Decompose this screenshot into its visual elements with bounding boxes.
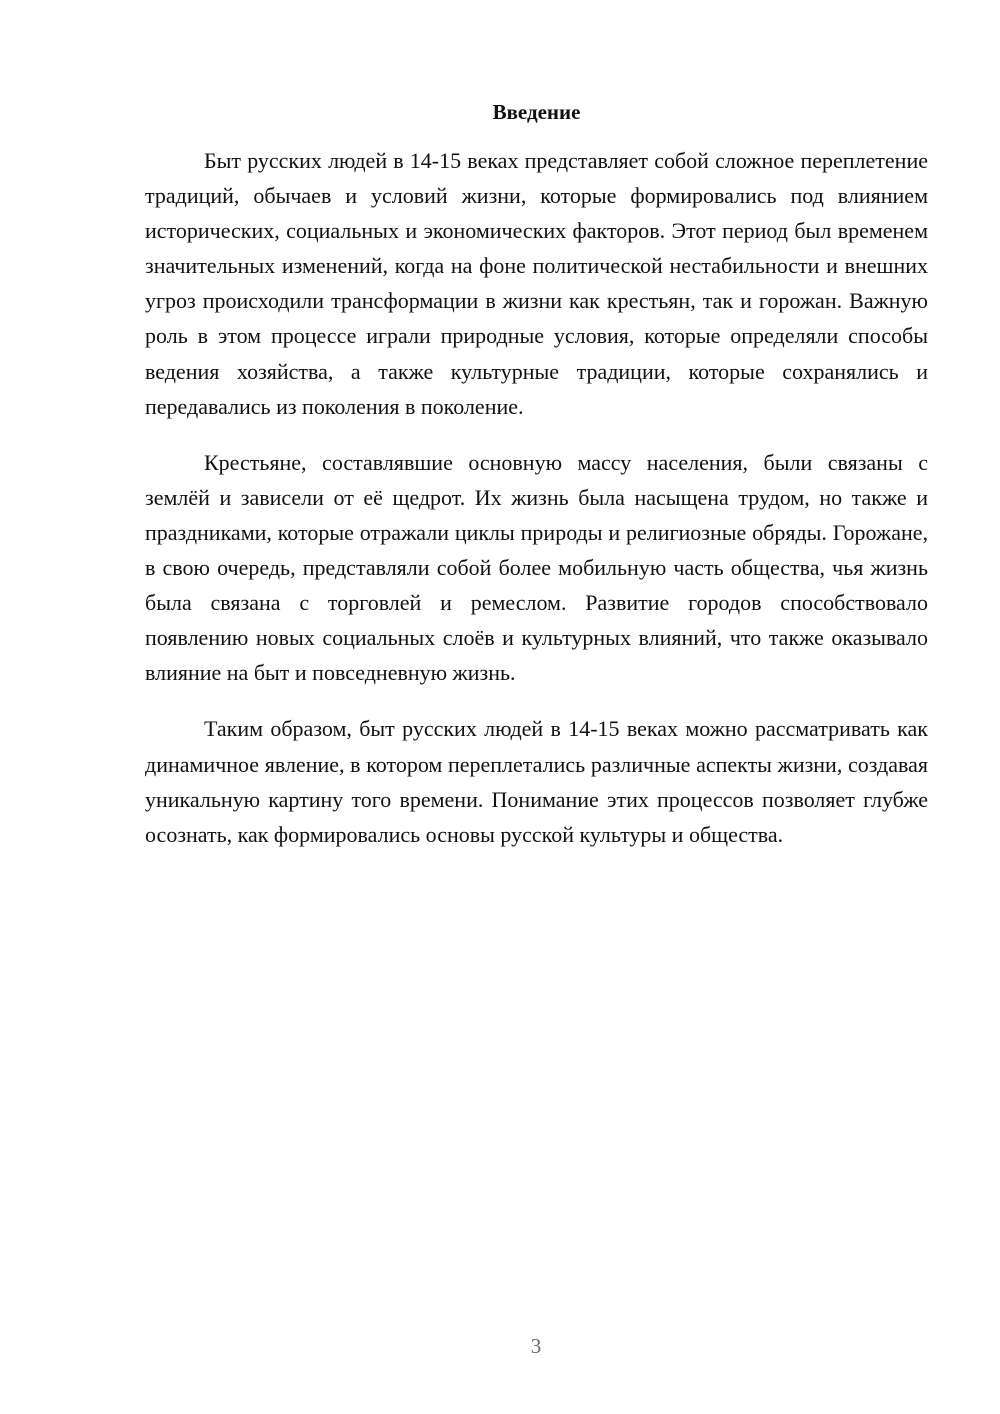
body-text bbox=[145, 143, 928, 873]
paragraph-2: Крестьяне, составлявшие основную массу населения, были связаны с землёй и зависели от её щедрот. Их жизнь была насыщена трудом, но также и праздниками, которые отражали циклы природы и религиозные обряды. Горожане, в свою очередь, представляли собой более мобильную часть общества, чья жизнь была связана с торговлей и ремеслом. Развитие городов способствовало появлению новых социальных слоёв и культурных влияний, что также оказывало влияние на быт и повседневную жизнь. bbox=[145, 449, 928, 686]
paragraph-1: Быт русских людей в 14-15 веках представляет собой сложное переплетение традиций, обычаев и условий жизни, которые формировались под влиянием исторических, социальных и экономических факторов. Этот период был временем значительных изменений, когда на фоне политической нестабильности и внешних угроз происходили трансформации в жизни как крестьян, так и горожан. Важную роль в этом процессе играли природные условия, которые определяли способы ведения хозяйства, а также культурные традиции, которые сохранялись и передавались из поколения в поколение. bbox=[145, 148, 928, 419]
section-title: Введение bbox=[492, 100, 581, 124]
page-number: 3 bbox=[530, 1334, 542, 1358]
paragraph-3: Таким образом, быт русских людей в 14-15 веках можно рассматривать как динамичное явление, в котором переплетались различные аспекты жизни, создавая уникальную картину того времени. Понимание этих процессов позволяет глубже осознать, как формировались основы русской культуры и общества. bbox=[145, 716, 928, 847]
